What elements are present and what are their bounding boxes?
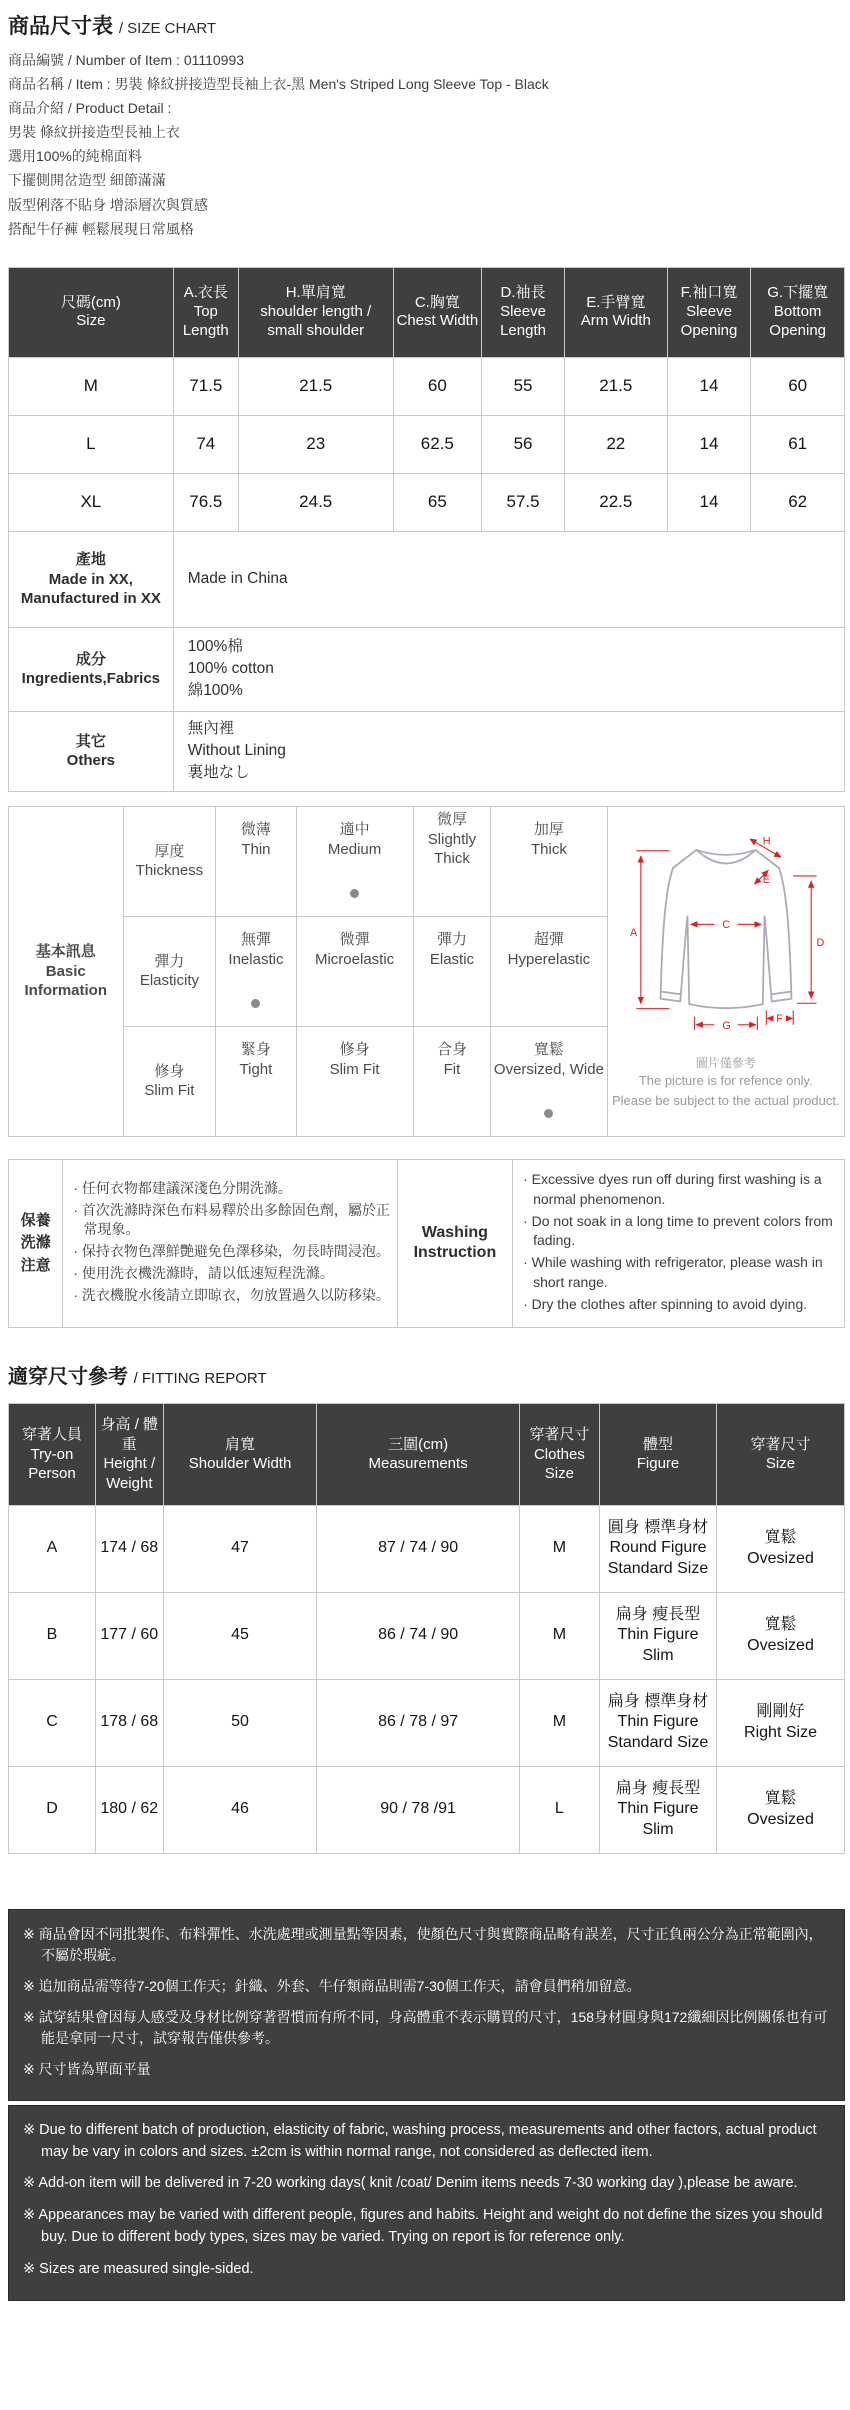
option-en: Slim Fit	[329, 1060, 380, 1078]
letter-e: E	[762, 874, 770, 887]
header-en: Size	[765, 1455, 796, 1473]
figure-cell	[600, 1505, 717, 1592]
option-zh: 彈力	[436, 931, 467, 948]
option-en: Thin	[241, 840, 271, 858]
header-en: Size	[76, 312, 106, 330]
selected-dot	[544, 1109, 553, 1118]
notes-zh-box	[8, 1909, 845, 2101]
attr-label-en: Thickness	[135, 862, 204, 880]
ingredients-line: 100% cotton	[187, 660, 274, 678]
option-en: Hyperelastic	[507, 950, 591, 968]
dot-cell	[491, 982, 607, 1026]
option-en: Microelastic	[314, 950, 395, 968]
caption-line: The picture is for refence only.	[638, 1073, 813, 1089]
fitting-header	[9, 1403, 96, 1505]
note-item: ※ Appearances may be varied with different people, figures and habits. Height and weight do not define the sizes you should buy. Due to different body types, sizes may be varied. Trying on report is for reference only.	[23, 2207, 823, 2245]
item-name: 商品名稱 / Item : 男裝 條紋拼接造型長袖上衣-黑 Men's Striped Long Sleeve Top - Black	[8, 76, 549, 93]
note-item: ※ 追加商品需等待7-20個工作天；針織、外套、牛仔類商品則需7-30個工作天，請會員們稍加留意。	[23, 1977, 641, 1994]
basic-info-label	[9, 806, 124, 1136]
dot-cell	[413, 872, 491, 916]
figure-cell	[600, 1766, 717, 1853]
washing-table	[8, 1159, 845, 1328]
size-table-header	[564, 267, 667, 357]
size-value-cell: 24.5	[238, 473, 393, 531]
washing-item: · 保持衣物色澤鮮艷避免色澤移染，勿長時間浸泡。	[73, 1243, 390, 1260]
header-en: Measurements	[368, 1455, 468, 1473]
option-zh: 微厚	[436, 811, 467, 829]
product-detail-line: 版型俐落不貼身 增添層次與質感	[8, 196, 208, 213]
elasticity-option	[296, 916, 413, 982]
washing-item: · Dry the clothes after spinning to avoid dying.	[523, 1296, 808, 1312]
fitting-title-en: / FITTING REPORT	[133, 1369, 267, 1387]
header-en: Figure	[636, 1455, 680, 1473]
origin-label-zh: 產地	[75, 551, 106, 568]
selected-dot	[251, 999, 260, 1008]
dimension-letters	[630, 836, 824, 1033]
size-table-header	[751, 267, 845, 357]
size-value-cell: 62.5	[393, 415, 482, 473]
washing-item: · While washing with refrigerator, please wash in short range.	[523, 1254, 823, 1291]
dot-cell	[491, 872, 607, 916]
option-en: Medium	[327, 840, 382, 858]
size-value-cell: 14	[667, 357, 751, 415]
ingredients-label	[9, 627, 174, 711]
size-en: Ovesized	[747, 1636, 814, 1654]
size-table-header	[667, 267, 751, 357]
clothes-size: L	[519, 1766, 599, 1853]
fitting-header	[95, 1403, 163, 1505]
option-zh: 加厚	[533, 821, 564, 838]
tryon-person: D	[9, 1766, 96, 1853]
option-zh: 寬鬆	[533, 1041, 564, 1058]
fitting-table	[8, 1403, 845, 1854]
wearing-size-cell	[717, 1766, 845, 1853]
basic-info-label-zh: 基本訊息	[35, 943, 96, 960]
header-en: Chest Width	[396, 312, 479, 330]
header-en: Sleeve Opening	[680, 302, 738, 339]
figure-en: Thin Figure Slim	[617, 1800, 699, 1839]
ingredients-row	[9, 627, 845, 711]
size-table-header	[393, 267, 482, 357]
dot-cell	[296, 1092, 413, 1136]
ingredients-line: 100%棉	[187, 637, 243, 655]
size-value-cell: 60	[393, 357, 482, 415]
option-en: Inelastic	[228, 950, 284, 968]
diagram-caption-zh: 圖片僅參考	[695, 1055, 756, 1070]
header-en: Bottom Opening	[769, 302, 827, 339]
wearing-size-cell	[717, 1592, 845, 1679]
washing-item: · Do not soak in a long time to prevent colors from fading.	[523, 1212, 833, 1249]
option-zh: 微薄	[240, 821, 271, 838]
page-title	[8, 10, 845, 40]
washing-item: · 使用洗衣機洗滌時，請以低速短程洗滌。	[73, 1265, 334, 1282]
shoulder-width: 47	[163, 1505, 317, 1592]
dot-cell	[216, 872, 296, 916]
elasticity-option	[491, 916, 607, 982]
note-item: ※ 試穿結果會因每人感受及身材比例穿著習慣而有所不同，身高體重不表示購買的尺寸，158身材圓身與172纖細因比例關係也有可能是拿同一尺寸，試穿報告僅供參考。	[23, 2008, 828, 2046]
washing-row	[9, 1159, 845, 1327]
product-detail-line: 搭配牛仔褲 輕鬆展現日常風格	[8, 220, 194, 237]
others-line: 無內裡	[187, 719, 235, 737]
figure-cell	[600, 1679, 717, 1766]
product-detail-line: 男裝 條紋拼接造型長袖上衣	[8, 124, 180, 141]
option-zh: 無彈	[240, 931, 271, 948]
origin-value: Made in China	[173, 531, 844, 627]
height-weight: 177 / 60	[95, 1592, 163, 1679]
elasticity-option	[413, 916, 491, 982]
dot-cell	[216, 982, 296, 1026]
header-zh: C.胸寬	[414, 293, 460, 311]
slim-fit-option	[296, 1026, 413, 1092]
ingredients-label-zh: 成分	[75, 650, 106, 668]
product-detail-line: 選用100%的純棉面料	[8, 148, 142, 165]
letter-d: D	[816, 937, 825, 950]
fitting-title-zh: 適穿尺寸參考	[8, 1365, 128, 1388]
attr-label-en: Slim Fit	[144, 1082, 195, 1100]
header-zh: H.單肩寬	[285, 284, 346, 302]
item-number: 商品編號 / Number of Item : 01110993	[8, 52, 245, 68]
size-value-cell: 74	[173, 415, 238, 473]
dot-cell	[216, 1092, 296, 1136]
washing-label	[9, 1159, 63, 1327]
washing-item: · 洗衣機脫水後請立即晾衣，勿放置過久以防移染。	[73, 1287, 390, 1304]
note-item: ※ Due to different batch of production, elasticity of fabric, washing process, measurements and other factors, actual product may be vary in colors and sizes. ±2cm is within normal range, not considered as deflected item.	[23, 2121, 817, 2160]
header-zh: 尺碼(cm)	[60, 293, 121, 311]
size-value-cell: 21.5	[564, 357, 667, 415]
fitting-header	[600, 1403, 717, 1505]
measurements: 90 / 78 /91	[317, 1766, 519, 1853]
product-detail-label: 商品介紹 / Product Detail :	[8, 100, 172, 117]
shoulder-width: 46	[163, 1766, 317, 1853]
size-table-header	[238, 267, 393, 357]
header-zh: G.下擺寬	[767, 284, 829, 302]
option-zh: 適中	[339, 821, 370, 838]
basic-info-label-en: Basic Information	[24, 962, 108, 999]
product-detail-line: 下擺側開岔造型 細節滿滿	[8, 172, 166, 189]
option-zh: 緊身	[240, 1041, 271, 1058]
figure-en: Thin Figure Slim	[617, 1626, 699, 1665]
ingredients-line: 綿100%	[187, 682, 243, 700]
size-zh: 寬鬆	[764, 1616, 797, 1634]
tryon-person: C	[9, 1679, 96, 1766]
fitting-report-title	[8, 1360, 845, 1389]
height-weight: 178 / 68	[95, 1679, 163, 1766]
header-en: Clothes Size	[533, 1445, 585, 1483]
others-label-en: Others	[66, 752, 116, 770]
option-zh: 合身	[436, 1041, 467, 1058]
clothes-size: M	[519, 1592, 599, 1679]
size-value-cell: 14	[667, 415, 751, 473]
size-table-header	[173, 267, 238, 357]
fitting-header	[717, 1403, 845, 1505]
header-zh: F.袖口寬	[680, 284, 738, 302]
fitting-header	[519, 1403, 599, 1505]
washing-items-en	[513, 1159, 845, 1327]
header-en: Try-on Person	[28, 1445, 76, 1483]
option-zh: 超彈	[533, 931, 564, 948]
header-zh: 穿著尺寸	[750, 1435, 811, 1453]
size-value-cell: 60	[751, 357, 845, 415]
washing-label-line: 保養	[20, 1211, 51, 1229]
origin-label	[9, 531, 174, 627]
figure-en: Round Figure Standard Size	[607, 1539, 709, 1578]
option-en: Elastic	[429, 950, 475, 968]
size-table-header-row	[9, 267, 845, 357]
size-zh: 寬鬆	[764, 1790, 797, 1808]
note-item: ※ Add-on item will be delivered in 7-20 working days( knit /coat/ Denim items needs 7-30 working day ),please be aware.	[23, 2175, 798, 2192]
attr-label-zh: 彈力	[154, 952, 185, 970]
page-title-zh: 商品尺寸表	[8, 15, 113, 38]
shoulder-width: 45	[163, 1592, 317, 1679]
size-value-cell: 22	[564, 415, 667, 473]
others-line: 裏地なし	[187, 764, 250, 782]
sweater-diagram-image	[613, 832, 839, 1040]
size-en: Right Size	[744, 1723, 817, 1741]
figure-en: Thin Figure Standard Size	[607, 1713, 709, 1752]
size-en: Ovesized	[747, 1810, 814, 1828]
size-value-cell: 57.5	[482, 473, 565, 531]
header-en: shoulder length / small shoulder	[260, 302, 372, 339]
letter-c: C	[722, 919, 730, 932]
note-item: ※ 商品會因不同批製作、布料彈性、水洗處理或測量點等因素，使顏色尺寸與實際商品略有誤差，尺寸正負兩公分為正常範圍內，不屬於瑕疵。	[23, 1925, 823, 1963]
washing-item: · Excessive dyes run off during first washing is a normal phenomenon.	[523, 1170, 822, 1207]
size-name-cell: XL	[9, 473, 174, 531]
size-value-cell: 71.5	[173, 357, 238, 415]
option-zh: 微彈	[339, 931, 370, 948]
others-label-zh: 其它	[75, 732, 106, 750]
tryon-person: B	[9, 1592, 96, 1679]
others-label	[9, 711, 174, 791]
header-zh: 穿著尺寸	[529, 1426, 590, 1444]
dot-cell	[491, 1092, 607, 1136]
thickness-option	[491, 806, 607, 872]
notes-en-box	[8, 2105, 845, 2302]
header-zh: 三圍(cm)	[388, 1435, 449, 1453]
thickness-label	[123, 806, 216, 916]
header-zh: A.衣長	[183, 284, 228, 302]
fitting-row-b	[9, 1592, 845, 1679]
tryon-person: A	[9, 1505, 96, 1592]
measurement-diagram	[607, 806, 844, 1136]
size-value-cell: 65	[393, 473, 482, 531]
size-zh: 剛剛好	[756, 1703, 805, 1721]
option-en: Slightly Thick	[427, 830, 477, 868]
size-value-cell: 21.5	[238, 357, 393, 415]
header-en: Top Length	[182, 302, 229, 339]
header-en: Sleeve Length	[500, 302, 546, 339]
figure-zh: 扁身 瘦長型	[615, 1605, 701, 1623]
slim-fit-option	[491, 1026, 607, 1092]
header-en: Arm Width	[580, 312, 651, 330]
size-table	[8, 267, 845, 792]
header-en: Shoulder Width	[188, 1455, 292, 1473]
option-en: Tight	[239, 1060, 273, 1078]
attr-label-zh: 厚度	[154, 842, 185, 860]
origin-label-en: Made in XX, Manufactured in XX	[20, 570, 161, 607]
size-zh: 寬鬆	[764, 1529, 797, 1547]
header-zh: 穿著人員	[21, 1426, 82, 1444]
fitting-header-row	[9, 1403, 845, 1505]
thickness-option	[216, 806, 296, 872]
clothes-size: M	[519, 1679, 599, 1766]
note-item: ※ 尺寸皆為單面平量	[23, 2060, 151, 2077]
washing-item: · 首次洗滌時深色布料易釋於出多餘固色劑，屬於正常現象。	[73, 1201, 390, 1238]
header-zh: D.袖長	[500, 284, 546, 302]
option-zh: 修身	[339, 1041, 370, 1058]
height-weight: 180 / 62	[95, 1766, 163, 1853]
ingredients-value	[173, 627, 844, 711]
thickness-option	[413, 806, 491, 872]
size-value-cell: 76.5	[173, 473, 238, 531]
figure-zh: 圓身 標準身材	[607, 1518, 709, 1536]
size-name-cell: M	[9, 357, 174, 415]
shoulder-width: 50	[163, 1679, 317, 1766]
note-item: ※ Sizes are measured single-sided.	[23, 2260, 254, 2277]
dot-cell	[413, 982, 491, 1026]
dot-cell	[413, 1092, 491, 1136]
figure-zh: 扁身 瘦長型	[615, 1779, 701, 1797]
measurements: 86 / 78 / 97	[317, 1679, 519, 1766]
thickness-row	[9, 806, 845, 872]
others-value	[173, 711, 844, 791]
size-row-xl	[9, 473, 845, 531]
origin-row	[9, 531, 845, 627]
size-row-m	[9, 357, 845, 415]
diagram-caption-en	[612, 1071, 840, 1110]
attr-label-zh: 修身	[154, 1062, 185, 1080]
header-zh: 身高 / 體重	[100, 1416, 159, 1453]
figure-cell	[600, 1592, 717, 1679]
dot-cell	[296, 872, 413, 916]
size-value-cell: 62	[751, 473, 845, 531]
height-weight: 174 / 68	[95, 1505, 163, 1592]
basic-info-table	[8, 806, 845, 1137]
doc-header	[8, 10, 845, 237]
washing-label-line: 注意	[20, 1256, 51, 1274]
size-table-header	[482, 267, 565, 357]
option-en: Oversized, Wide	[493, 1060, 604, 1078]
size-row-l	[9, 415, 845, 473]
page-title-en: / SIZE CHART	[118, 20, 217, 37]
size-value-cell: 14	[667, 473, 751, 531]
size-name-cell: L	[9, 415, 174, 473]
selected-dot	[350, 889, 359, 898]
header-zh: E.手臂寬	[586, 293, 646, 311]
measurements: 87 / 74 / 90	[317, 1505, 519, 1592]
size-value-cell: 55	[482, 357, 565, 415]
fitting-header	[163, 1403, 317, 1505]
thickness-option	[296, 806, 413, 872]
slim-fit-option	[216, 1026, 296, 1092]
header-zh: 肩寬	[225, 1435, 256, 1453]
slim-fit-option	[413, 1026, 491, 1092]
size-en: Ovesized	[747, 1549, 814, 1567]
header-en: Height / Weight	[103, 1455, 156, 1492]
wearing-size-cell	[717, 1505, 845, 1592]
washing-label-line: 洗滌	[20, 1234, 51, 1252]
letter-f: F	[775, 1013, 783, 1026]
others-row	[9, 711, 845, 791]
letter-h: H	[762, 835, 771, 848]
others-line: Without Lining	[187, 742, 286, 760]
caption-line: Please be subject to the actual product.	[611, 1092, 840, 1108]
wearing-size-cell	[717, 1679, 845, 1766]
letter-a: A	[629, 927, 638, 940]
slim-fit-label	[123, 1026, 216, 1136]
option-en: Thick	[531, 840, 567, 858]
measurements: 86 / 74 / 90	[317, 1592, 519, 1679]
washing-instruction-label: Washing Instruction	[397, 1159, 512, 1327]
size-table-header	[9, 267, 174, 357]
ingredients-label-en: Ingredients,Fabrics	[21, 670, 161, 688]
fitting-row-d	[9, 1766, 845, 1853]
size-value-cell: 56	[482, 415, 565, 473]
elasticity-option	[216, 916, 296, 982]
letter-g: G	[722, 1020, 731, 1033]
fitting-row-a	[9, 1505, 845, 1592]
clothes-size: M	[519, 1505, 599, 1592]
elasticity-label	[123, 916, 216, 1026]
fitting-header	[317, 1403, 519, 1505]
dot-cell	[296, 982, 413, 1026]
size-value-cell: 23	[238, 415, 393, 473]
washing-item: · 任何衣物都建議深淺色分開洗滌。	[73, 1179, 292, 1196]
figure-zh: 扁身 標準身材	[607, 1692, 709, 1710]
header-zh: 體型	[643, 1435, 674, 1453]
size-value-cell: 61	[751, 415, 845, 473]
option-en: Fit	[443, 1060, 461, 1078]
attr-label-en: Elasticity	[139, 972, 200, 990]
size-value-cell: 22.5	[564, 473, 667, 531]
washing-items-zh	[63, 1159, 397, 1327]
fitting-row-c	[9, 1679, 845, 1766]
